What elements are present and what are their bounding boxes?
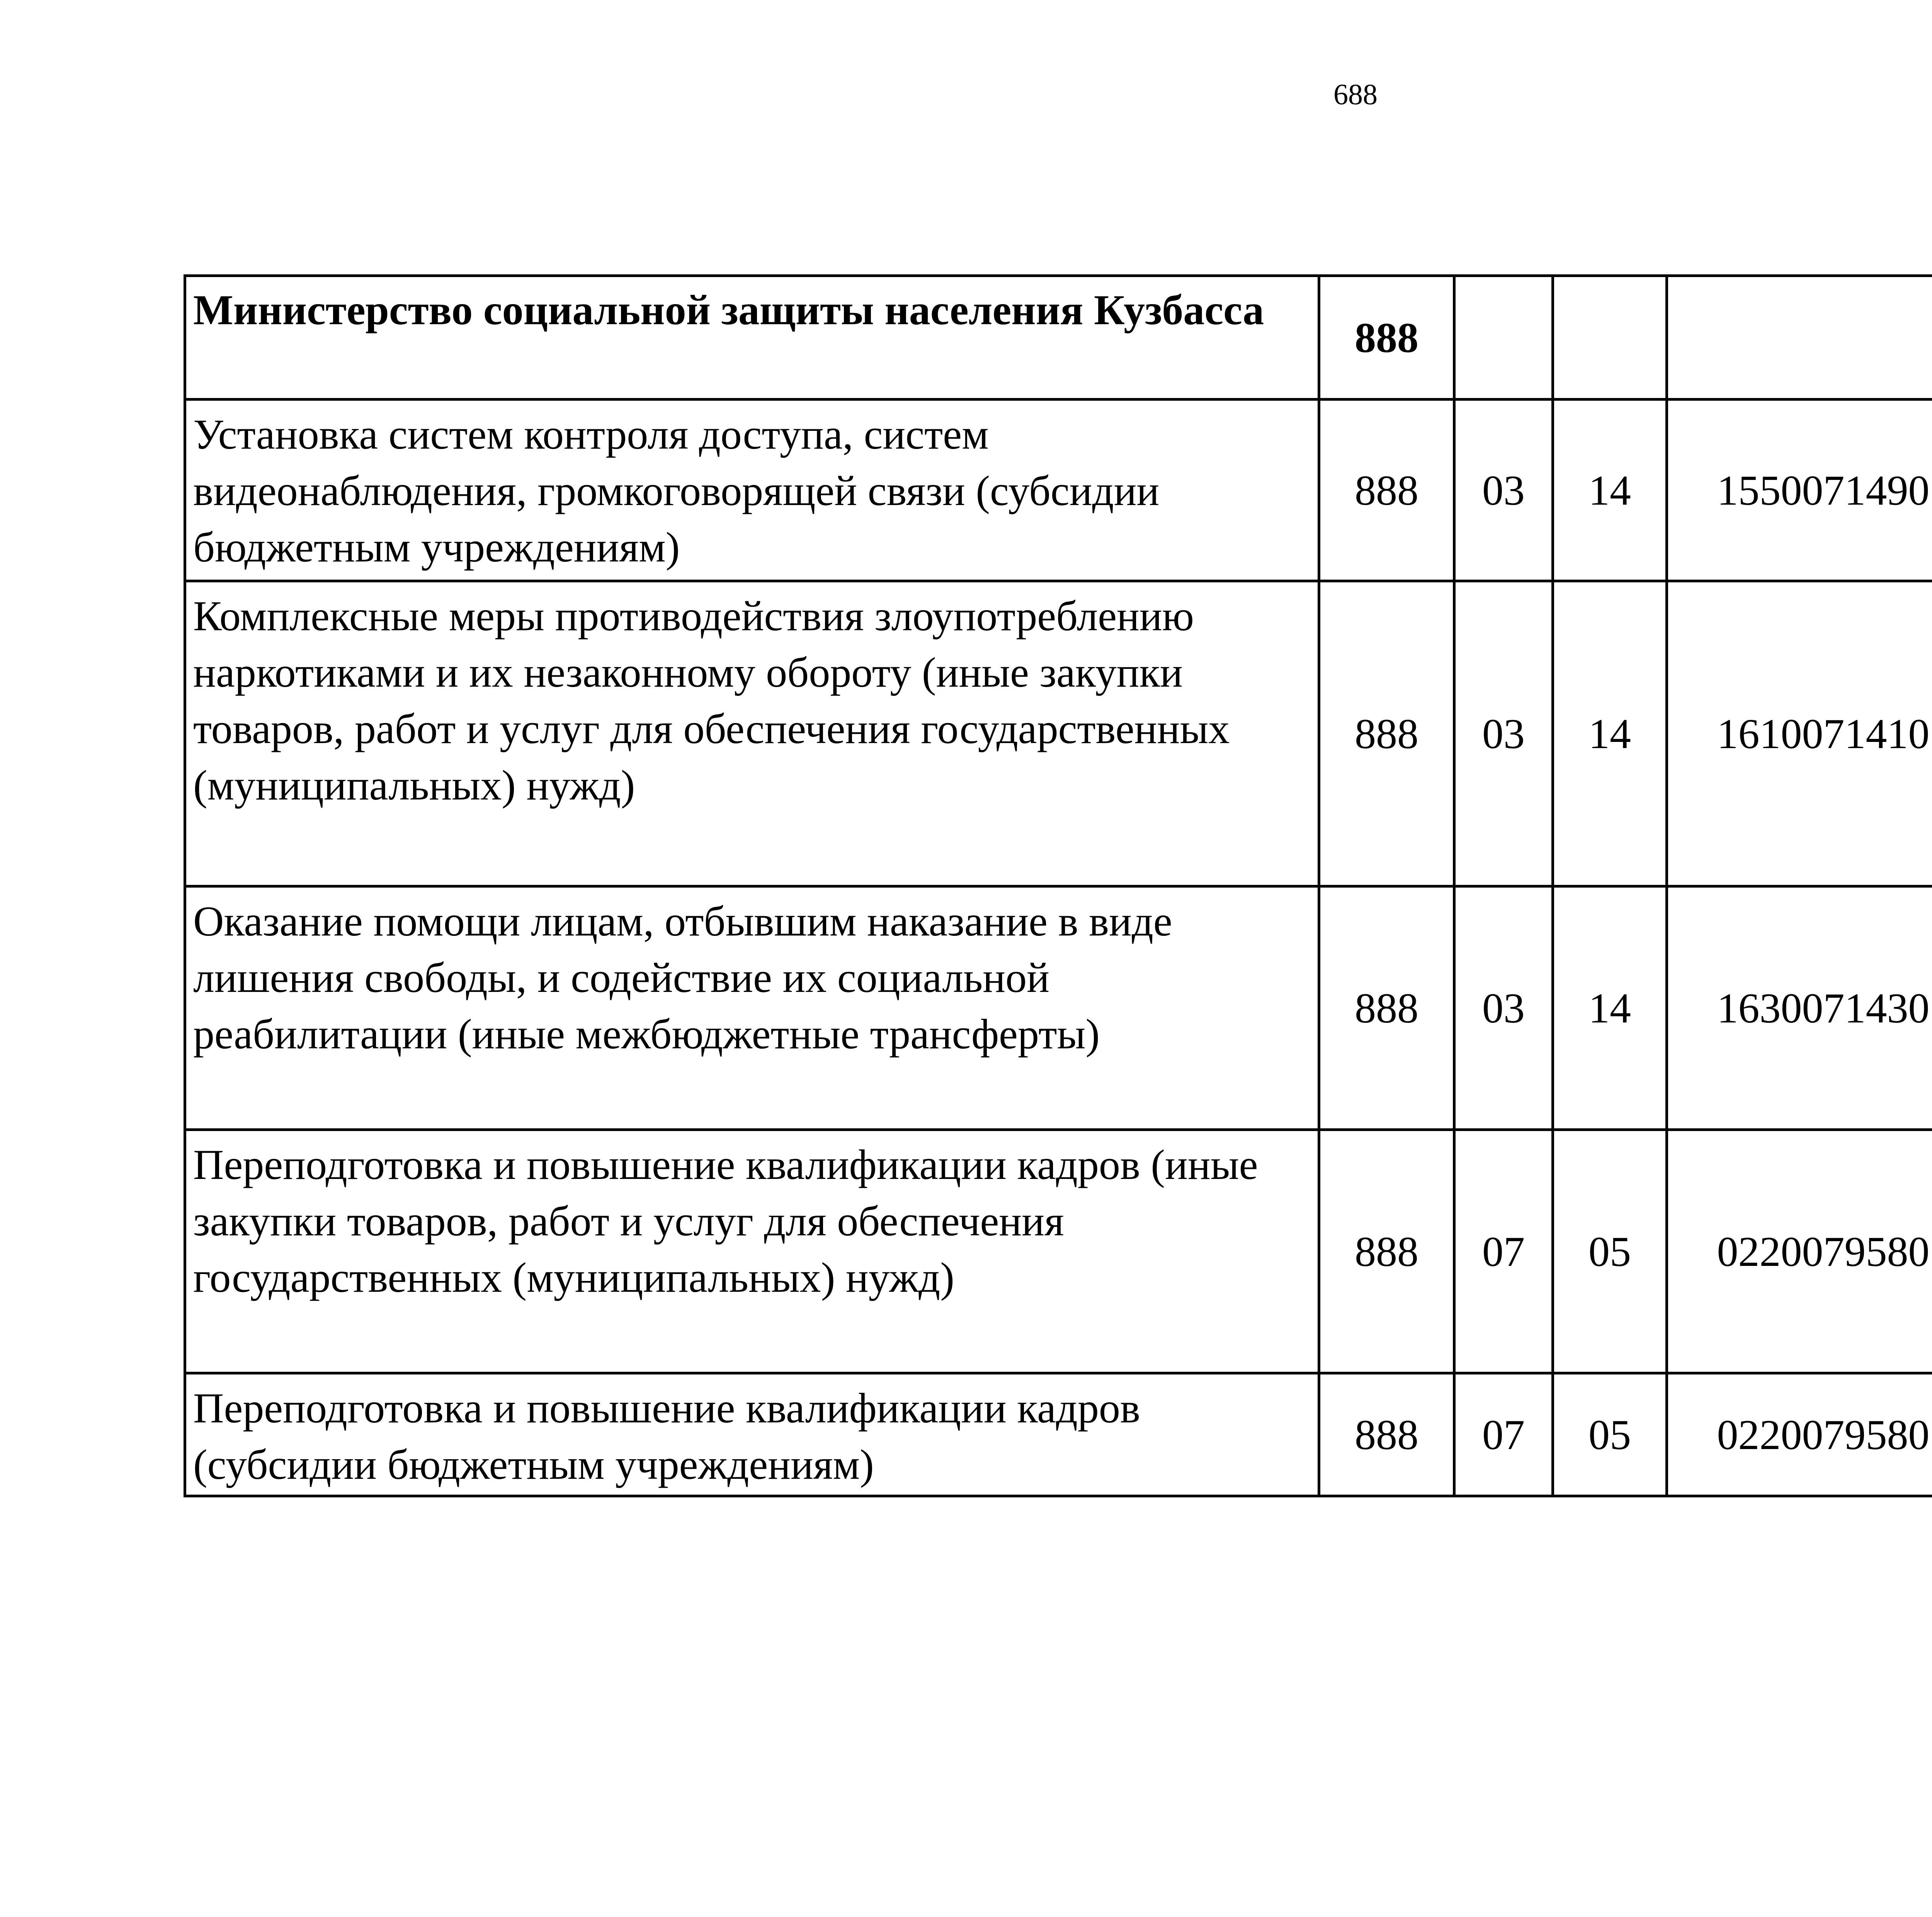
- row-subsection: 05: [1553, 1373, 1667, 1496]
- row-admin-code: 888: [1319, 581, 1454, 886]
- row-section: 03: [1454, 400, 1553, 581]
- row-name: Установка систем контроля доступа, систем видеонаблюдения, громкоговорящей связи (субсидии бюджетным учреждениям): [185, 400, 1319, 581]
- row-admin-code: 888: [1319, 1373, 1454, 1496]
- table-row: [185, 581, 1932, 886]
- row-admin-code: 888: [1319, 400, 1454, 581]
- page-number: 688: [1333, 78, 1378, 111]
- row-section: 03: [1454, 886, 1553, 1130]
- row-name: Переподготовка и повышение квалификации кадров (субсидии бюджетным учреждениям): [185, 1373, 1319, 1496]
- table-row: [185, 886, 1932, 1130]
- row-section: 07: [1454, 1130, 1553, 1373]
- ministry-section: [1454, 276, 1553, 400]
- row-name: Переподготовка и повышение квалификации кадров (иные закупки товаров, работ и услуг для обеспечения государственных (муниципальных) нужд): [185, 1130, 1319, 1373]
- row-name: Оказание помощи лицам, отбывшим наказание в виде лишения свободы, и содействие их социальной реабилитации (иные межбюджетные трансферты): [185, 886, 1319, 1130]
- row-section: 03: [1454, 581, 1553, 886]
- ministry-admin-code: 888: [1319, 276, 1454, 400]
- table-row: [185, 1130, 1932, 1373]
- row-subsection: 05: [1553, 1130, 1667, 1373]
- row-admin-code: 888: [1319, 886, 1454, 1130]
- row-target-article: 1550071490: [1667, 400, 1932, 581]
- ministry-target-article: [1667, 276, 1932, 400]
- budget-table: [184, 274, 1932, 1497]
- row-target-article: 0220079580: [1667, 1130, 1932, 1373]
- row-name: Комплексные меры противодействия злоупотреблению наркотиками и их незаконному обороту (иные закупки товаров, работ и услуг для обеспечения государственных (муниципальных) нужд): [185, 581, 1319, 886]
- row-admin-code: 888: [1319, 1130, 1454, 1373]
- row-subsection: 14: [1553, 581, 1667, 886]
- table-row: [185, 1373, 1932, 1496]
- row-target-article: 0220079580: [1667, 1373, 1932, 1496]
- ministry-subsection: [1553, 276, 1667, 400]
- row-target-article: 1630071430: [1667, 886, 1932, 1130]
- row-target-article: 1610071410: [1667, 581, 1932, 886]
- table-row-ministry: [185, 276, 1932, 400]
- row-subsection: 14: [1553, 886, 1667, 1130]
- ministry-name: Министерство социальной защиты населения Кузбасса: [185, 276, 1319, 400]
- table-row: [185, 400, 1932, 581]
- row-section: 07: [1454, 1373, 1553, 1496]
- row-subsection: 14: [1553, 400, 1667, 581]
